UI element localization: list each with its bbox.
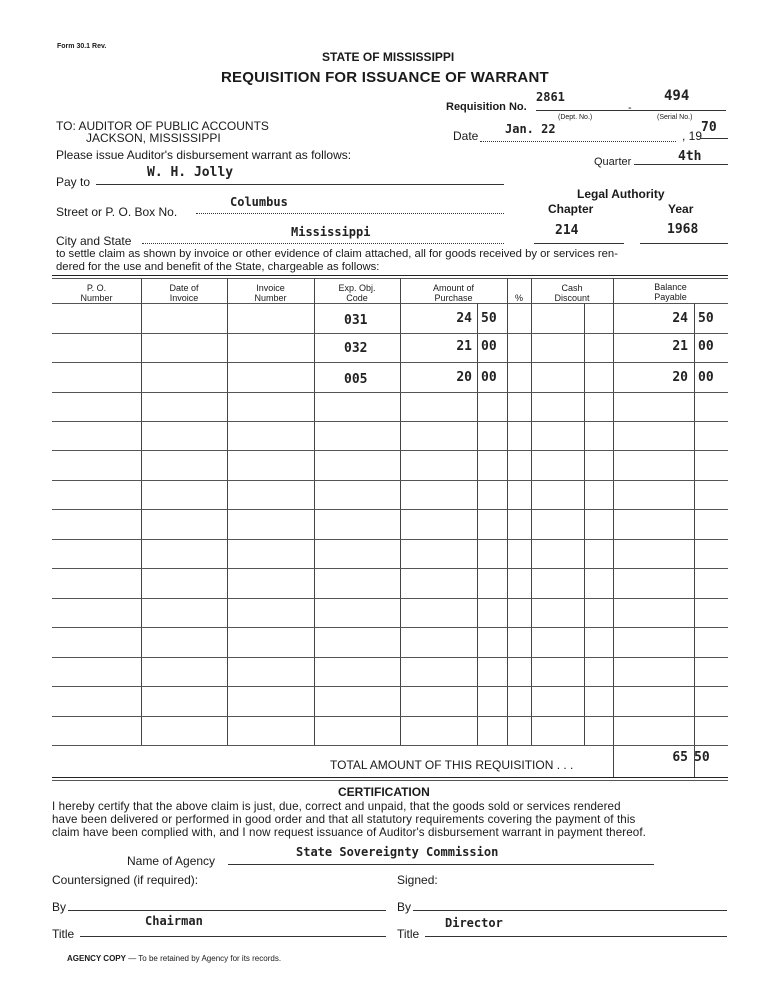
date-value[interactable]: Jan. 22 [505,122,556,136]
legal-authority-label: Legal Authority [577,187,665,201]
city-value[interactable]: Mississippi [291,225,371,239]
header-po [52,283,141,303]
header-cash-discount-1: Cash [561,283,583,293]
header-invoice-number-1: Invoice [256,283,285,293]
row-line [52,333,728,334]
header-exp-code [314,283,400,303]
table-header-rule [52,303,728,304]
header-cash-discount-2: Discount [554,293,590,303]
pay-to-value[interactable]: W. H. Jolly [147,165,234,180]
chapter-label: Chapter [548,202,594,216]
dept-no-caption: (Dept. No.) [558,114,593,121]
certification-line-2: have been delivered or performed in good order and that all statutory requirements covering the payment of this [52,813,636,826]
serial-no-value[interactable]: 494 [664,88,690,104]
header-percent: % [514,293,523,303]
col-sep-cents [694,303,695,777]
form-number: Form 30.1 Rev. [57,43,107,50]
header-amount [400,283,507,303]
city-label: City and State [56,234,132,248]
col-sep [141,278,142,745]
legal-year-value[interactable]: 1968 [667,222,699,237]
footer-retain-text: — To be retained by Agency for its records. [128,954,282,963]
settle-text-2: dered for the use and benefit of the State, chargeable as follows: [56,261,380,273]
row-line [52,657,728,658]
left-by-line [68,910,386,911]
row-3-balance-cents[interactable]: 00 [698,370,714,385]
right-by-line [413,910,727,911]
right-title-line [425,936,727,937]
header-balance-2: Payable [654,292,687,302]
row-3-amount-dollars[interactable]: 20 [456,370,472,385]
row-line [52,480,728,481]
footer-note [67,954,281,963]
pay-to-line [96,184,504,185]
row-line [52,392,728,393]
header-cash-discount [531,283,613,303]
quarter-value[interactable]: 4th [678,149,702,164]
header-date-invoice-2: Invoice [169,293,199,303]
row-line [52,509,728,510]
row-1-code[interactable]: 031 [344,313,368,328]
col-sep [400,278,401,745]
street-value[interactable]: Columbus [230,195,288,209]
street-label: Street or P. O. Box No. [56,205,178,219]
row-line [52,686,728,687]
row-3-amount-cents[interactable]: 00 [481,370,497,385]
header-amount-1: Amount of [432,283,475,293]
header-po-2: Number [80,293,113,303]
total-cents[interactable]: 50 [694,750,710,765]
left-by-label: By [52,900,67,914]
row-3-code[interactable]: 005 [344,372,368,387]
col-sep [531,278,532,745]
header-invoice-number [227,283,314,303]
row-2-balance-cents[interactable]: 00 [698,339,714,354]
row-line [52,539,728,540]
row-2-amount-cents[interactable]: 00 [481,339,497,354]
header-invoice-number-2: Number [254,293,287,303]
row-line [52,362,728,363]
quarter-label: Quarter [594,156,632,168]
year-label: Year [668,202,694,216]
countersigned-label: Countersigned (if required): [52,873,199,887]
col-sep [227,278,228,745]
header-balance [613,282,728,302]
col-sep [314,278,315,745]
form-title: REQUISITION FOR ISSUANCE OF WARRANT [221,69,549,86]
header-po-1: P. O. [86,283,107,293]
header-exp-code-1: Exp. Obj. [338,283,376,293]
row-1-balance-cents[interactable]: 50 [698,311,714,326]
row-2-code[interactable]: 032 [344,341,368,356]
total-label: TOTAL AMOUNT OF THIS REQUISITION . . . [330,758,574,772]
agency-line [228,864,654,865]
date-label: Date [453,129,479,143]
requisition-dash: - [628,102,632,114]
row-3-balance-dollars[interactable]: 20 [672,370,688,385]
to-line-1: TO: AUDITOR OF PUBLIC ACCOUNTS [56,119,269,133]
col-sep-cents [584,303,585,745]
year-prefix: 19 [688,129,703,143]
row-line [52,745,728,746]
col-sep [507,278,508,745]
certification-line-1: I hereby certify that the above claim is just, due, correct and unpaid, that the goods sold or services rendered [52,800,621,813]
state-heading: STATE OF MISSISSIPPI [322,50,455,64]
date-line [480,141,676,142]
left-title-line [80,936,386,937]
row-line [52,598,728,599]
settle-text-1: to settle claim as shown by invoice or other evidence of claim attached, all for goods received by or services ren- [56,248,618,260]
legal-year-line [640,243,728,244]
date-year-suffix[interactable]: 70 [701,120,717,135]
agency-label: Name of Agency [127,854,216,868]
quarter-line [634,164,728,165]
street-line [196,213,504,214]
date-year-prefix: , 19 [682,129,703,143]
city-line [142,243,504,244]
total-dollars[interactable]: 65 [672,750,688,765]
header-date-invoice [141,283,227,303]
row-1-balance-dollars[interactable]: 24 [672,311,688,326]
year-line [700,138,728,139]
table-top-rule-2 [52,278,728,279]
header-exp-code-2: Code [346,293,368,303]
requisition-label: Requisition No. [446,101,527,113]
agency-value[interactable]: State Sovereignty Commission [296,845,499,859]
chapter-line [534,243,624,244]
row-1-amount-dollars[interactable]: 24 [456,311,472,326]
please-issue-text: Please issue Auditor's disbursement warrant as follows: [56,148,352,162]
signed-label: Signed: [397,873,438,887]
row-line [52,421,728,422]
footer-agency-copy: AGENCY COPY [67,954,126,963]
right-by-label: By [397,900,412,914]
header-balance-1: Balance [654,282,687,292]
dept-no-value[interactable]: 2861 [536,90,565,104]
left-title-value[interactable]: Chairman [145,914,203,928]
row-line [52,450,728,451]
row-line [52,627,728,628]
header-date-invoice-1: Date of [169,283,199,293]
col-sep [613,278,614,777]
pay-to-label: Pay to [56,175,91,189]
left-title-label: Title [52,927,75,941]
right-title-value[interactable]: Director [445,916,503,930]
certification-line-3: claim have been complied with, and I now request issuance of Auditor's disbursement warrant in payment thereof. [52,826,646,839]
table-top-rule [52,275,728,276]
to-line-2: JACKSON, MISSISSIPPI [86,131,221,145]
row-line [52,568,728,569]
row-1-amount-cents[interactable]: 50 [481,311,497,326]
right-title-label: Title [397,927,420,941]
serial-no-caption: (Serial No.) [657,114,693,121]
table-bottom-rule [52,777,728,778]
chapter-value[interactable]: 214 [555,223,579,238]
table-bottom-rule-2 [52,780,728,781]
header-amount-2: Purchase [434,293,473,303]
row-2-amount-dollars[interactable]: 21 [456,339,472,354]
row-2-balance-dollars[interactable]: 21 [672,339,688,354]
col-sep-cents [477,303,478,745]
certification-heading: CERTIFICATION [338,785,430,799]
row-line [52,716,728,717]
